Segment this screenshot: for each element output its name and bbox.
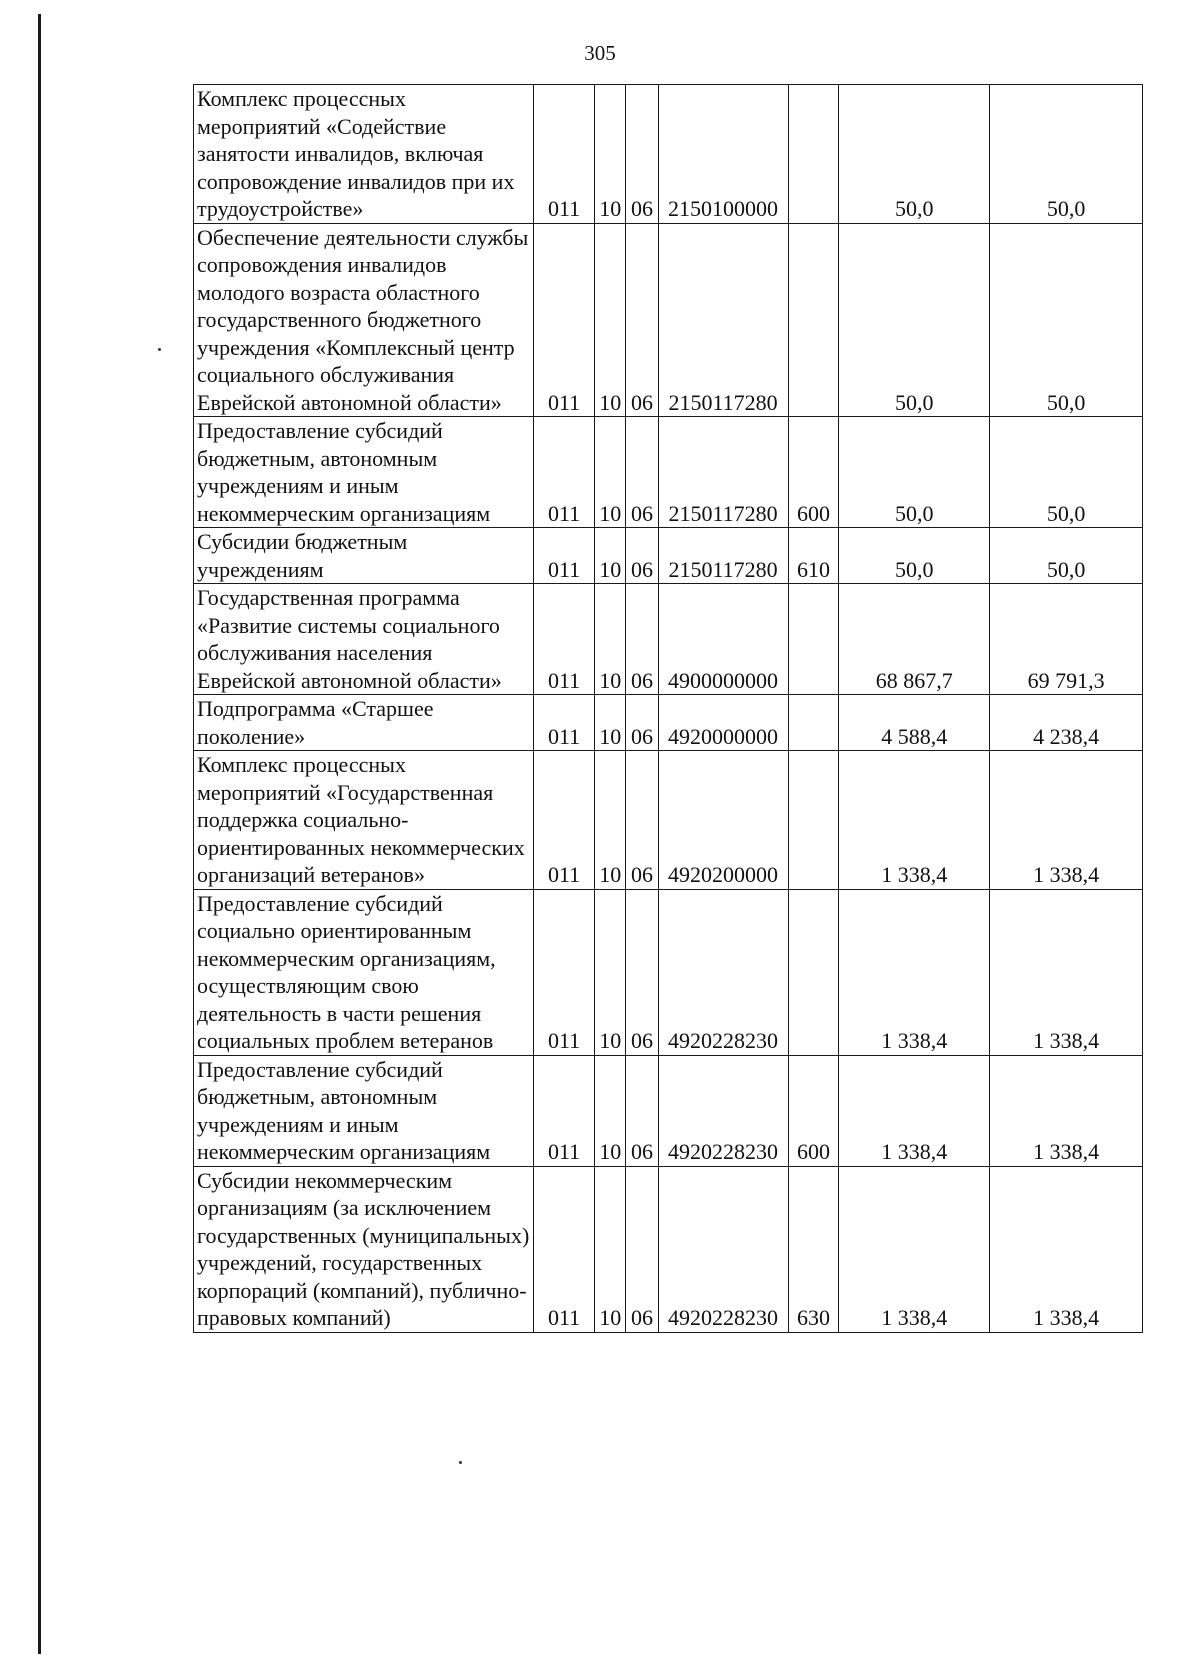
table-row	[194, 889, 1143, 1055]
expense-type-code	[788, 889, 839, 1055]
ministry-code: 011	[533, 223, 594, 417]
table-row	[194, 584, 1143, 695]
subsection-code: 06	[626, 223, 658, 417]
amount-2: 69 791,3	[990, 584, 1143, 695]
section-code: 10	[595, 584, 626, 695]
subsection-code: 06	[626, 751, 658, 890]
target-code: 4900000000	[658, 584, 788, 695]
section-code: 10	[595, 751, 626, 890]
table-row	[194, 417, 1143, 528]
subsection-code: 06	[626, 1166, 658, 1332]
section-code: 10	[595, 1055, 626, 1166]
row-name: Комплекс процессных мероприятий «Содействие занятости инвалидов, включая сопровождение инвалидов при их трудоустройстве»	[194, 85, 534, 224]
target-code: 4920228230	[658, 1166, 788, 1332]
amount-1: 1 338,4	[839, 1055, 990, 1166]
amount-2: 50,0	[990, 417, 1143, 528]
amount-1: 4 588,4	[839, 695, 990, 751]
section-code: 10	[595, 528, 626, 584]
ministry-code: 011	[533, 417, 594, 528]
scan-speck	[459, 1461, 462, 1464]
amount-1: 1 338,4	[839, 751, 990, 890]
subsection-code: 06	[626, 85, 658, 224]
scan-speck	[158, 348, 161, 351]
target-code: 2150100000	[658, 85, 788, 224]
page-number: 305	[584, 41, 616, 65]
amount-1: 1 338,4	[839, 889, 990, 1055]
amount-1: 68 867,7	[839, 584, 990, 695]
amount-2: 4 238,4	[990, 695, 1143, 751]
table-row	[194, 1166, 1143, 1332]
row-name: Субсидии некоммерческим организациям (за исключением государственных (муниципальных) учреждений, государственных корпораций (компаний), публично-правовых компаний)	[194, 1166, 534, 1332]
ministry-code: 011	[533, 528, 594, 584]
amount-1: 50,0	[839, 417, 990, 528]
amount-1: 50,0	[839, 528, 990, 584]
amount-2: 1 338,4	[990, 889, 1143, 1055]
ministry-code: 011	[533, 584, 594, 695]
left-margin-line	[38, 14, 41, 1654]
row-name: Комплекс процессных мероприятий «Государственная поддержка социально-ориентированных некоммерческих организаций ветеранов»	[194, 751, 534, 890]
target-code: 4920000000	[658, 695, 788, 751]
table-row	[194, 528, 1143, 584]
subsection-code: 06	[626, 1055, 658, 1166]
table-row	[194, 223, 1143, 417]
expense-type-code	[788, 85, 839, 224]
expense-type-code	[788, 751, 839, 890]
expense-type-code: 600	[788, 417, 839, 528]
target-code: 2150117280	[658, 417, 788, 528]
ministry-code: 011	[533, 695, 594, 751]
target-code: 4920228230	[658, 1055, 788, 1166]
section-code: 10	[595, 695, 626, 751]
amount-2: 50,0	[990, 223, 1143, 417]
section-code: 10	[595, 85, 626, 224]
row-name: Подпрограмма «Старшее поколение»	[194, 695, 534, 751]
expense-type-code	[788, 223, 839, 417]
amount-2: 50,0	[990, 528, 1143, 584]
table-row	[194, 85, 1143, 224]
ministry-code: 011	[533, 1055, 594, 1166]
target-code: 2150117280	[658, 528, 788, 584]
subsection-code: 06	[626, 695, 658, 751]
target-code: 4920228230	[658, 889, 788, 1055]
row-name: Предоставление субсидий социально ориентированным некоммерческим организациям, осуществляющим свою деятельность в части решения социальных проблем ветеранов	[194, 889, 534, 1055]
subsection-code: 06	[626, 584, 658, 695]
target-code: 4920200000	[658, 751, 788, 890]
budget-table	[193, 84, 1143, 1333]
amount-1: 50,0	[839, 85, 990, 224]
subsection-code: 06	[626, 528, 658, 584]
target-code: 2150117280	[658, 223, 788, 417]
section-code: 10	[595, 1166, 626, 1332]
section-code: 10	[595, 223, 626, 417]
expense-type-code: 600	[788, 1055, 839, 1166]
ministry-code: 011	[533, 751, 594, 890]
ministry-code: 011	[533, 85, 594, 224]
expense-type-code	[788, 695, 839, 751]
ministry-code: 011	[533, 889, 594, 1055]
row-name: Предоставление субсидий бюджетным, автономным учреждениям и иным некоммерческим организациям	[194, 1055, 534, 1166]
expense-type-code: 610	[788, 528, 839, 584]
table-row	[194, 1055, 1143, 1166]
amount-2: 1 338,4	[990, 751, 1143, 890]
amount-2: 50,0	[990, 85, 1143, 224]
expense-type-code	[788, 584, 839, 695]
table-body	[194, 85, 1143, 1333]
amount-1: 1 338,4	[839, 1166, 990, 1332]
row-name: Субсидии бюджетным учреждениям	[194, 528, 534, 584]
ministry-code: 011	[533, 1166, 594, 1332]
subsection-code: 06	[626, 417, 658, 528]
subsection-code: 06	[626, 889, 658, 1055]
table-row	[194, 751, 1143, 890]
section-code: 10	[595, 417, 626, 528]
expense-type-code: 630	[788, 1166, 839, 1332]
section-code: 10	[595, 889, 626, 1055]
table-row	[194, 695, 1143, 751]
amount-2: 1 338,4	[990, 1055, 1143, 1166]
row-name: Государственная программа «Развитие системы социального обслуживания населения Еврейской автономной области»	[194, 584, 534, 695]
amount-1: 50,0	[839, 223, 990, 417]
row-name: Обеспечение деятельности службы сопровождения инвалидов молодого возраста областного государственного бюджетного учреждения «Комплексный центр социального обслуживания Еврейской автономной области»	[194, 223, 534, 417]
amount-2: 1 338,4	[990, 1166, 1143, 1332]
row-name: Предоставление субсидий бюджетным, автономным учреждениям и иным некоммерческим организациям	[194, 417, 534, 528]
